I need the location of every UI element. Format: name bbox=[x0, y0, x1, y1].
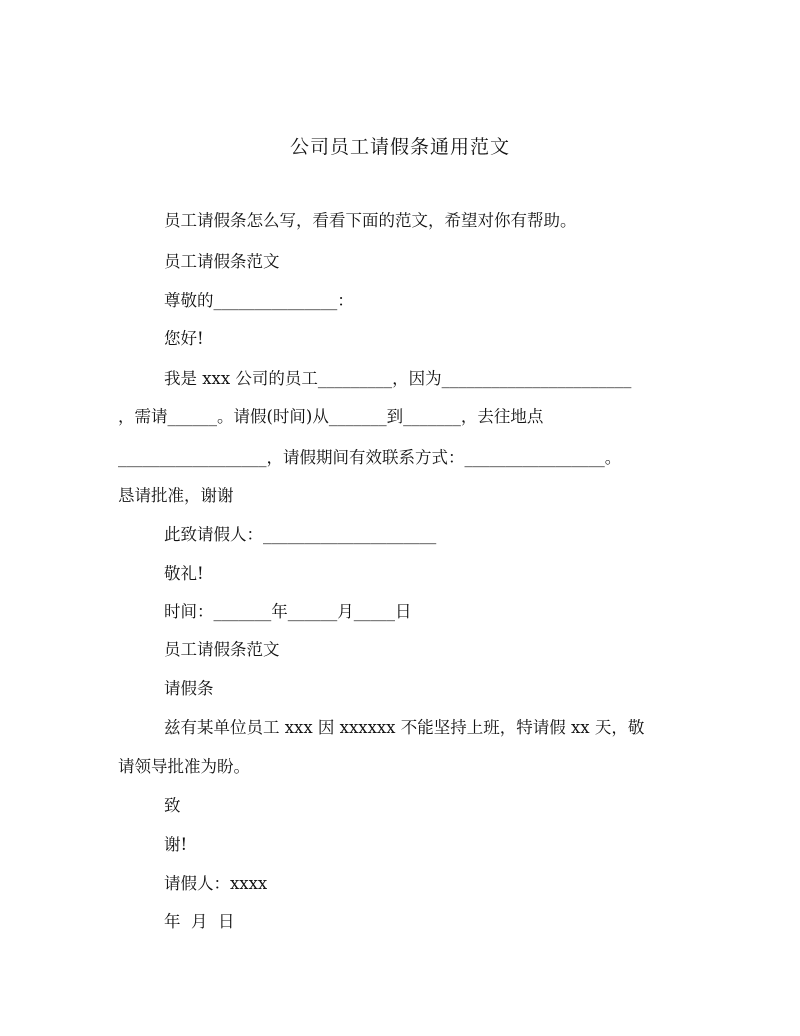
body-line-2: ，需请______。请假(时间)从_______到_______，去往地点 bbox=[118, 407, 544, 426]
date-line: 时间：_______年______月_____日 bbox=[164, 602, 412, 621]
thanks-line: 谢! bbox=[164, 835, 188, 854]
note-body-line-1: 兹有某单位员工 xxx 因 xxxxxx 不能坚持上班，特请假 xx 天，敬 bbox=[164, 718, 645, 737]
section-heading-2: 员工请假条范文 bbox=[164, 640, 280, 659]
applicant-line: 请假人：xxxx bbox=[164, 874, 268, 893]
section-heading-1: 员工请假条范文 bbox=[164, 252, 280, 271]
body-line-4: 恳请批准，谢谢 bbox=[118, 486, 234, 505]
closing-signer-line: 此致请假人：_____________________ bbox=[164, 525, 437, 544]
document-title: 公司员工请假条通用范文 bbox=[289, 136, 510, 158]
intro-line: 员工请假条怎么写，看看下面的范文，希望对你有帮助。 bbox=[164, 211, 577, 230]
note-body-line-2: 请领导批准为盼。 bbox=[118, 757, 250, 776]
salutation-line: 尊敬的_______________： bbox=[164, 291, 354, 310]
body-line-1: 我是 xxx 公司的员工_________，因为_______________________ bbox=[164, 369, 632, 388]
body-line-3: __________________，请假期间有效联系方式：_________________。 bbox=[118, 448, 622, 467]
greeting-line: 您好! bbox=[164, 329, 204, 348]
note-title-line: 请假条 bbox=[164, 679, 214, 698]
note-date-line: 年 月 日 bbox=[164, 912, 235, 931]
regards-line: 敬礼! bbox=[164, 564, 204, 583]
to-line: 致 bbox=[164, 796, 181, 815]
